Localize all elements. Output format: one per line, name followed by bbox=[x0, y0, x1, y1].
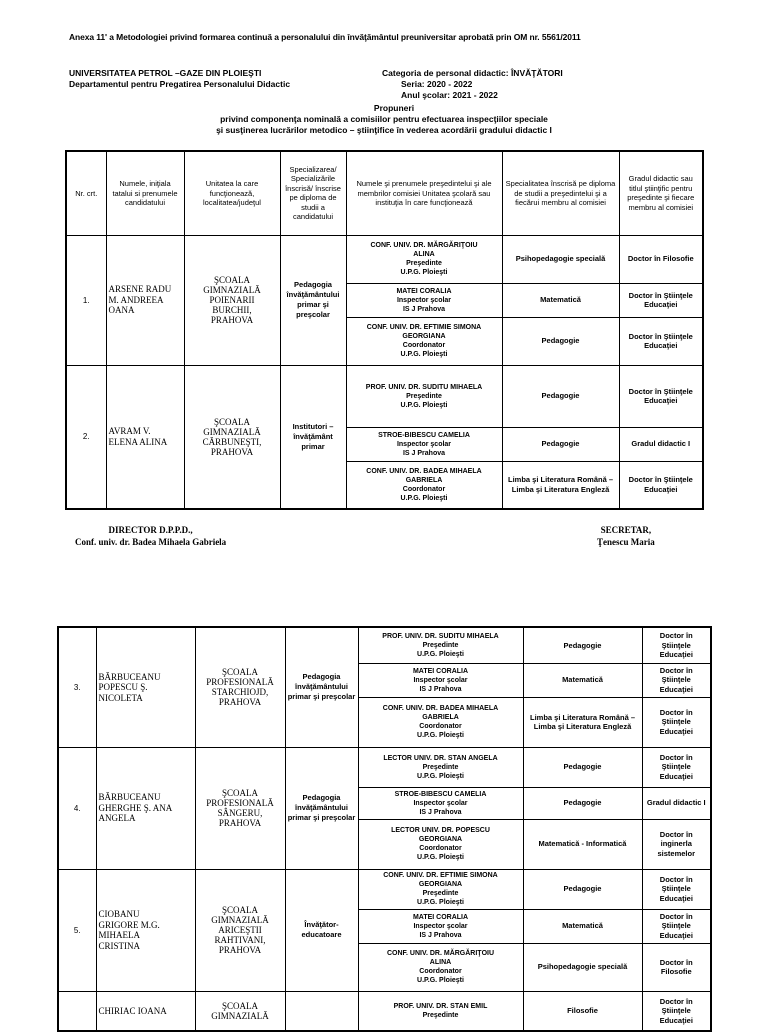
commission-table-1 bbox=[65, 150, 704, 510]
member-line: GABRIELA bbox=[405, 476, 443, 484]
candidate-name-line: GRIGORE M.G. bbox=[98, 919, 160, 930]
member-line: CONF. UNIV. DR. BADEA MIHAELA bbox=[366, 467, 482, 475]
candidate-school bbox=[195, 627, 285, 747]
col-header: Specialitatea înscrisă pe diploma de studii a preşedintelui şi a fiecărui membru al comisiei bbox=[502, 151, 619, 235]
candidate-school bbox=[195, 869, 285, 991]
member-grade: Doctor în Ştiinţele Educaţiei bbox=[619, 365, 703, 427]
member-line: ALINA bbox=[429, 959, 452, 966]
candidate-school-line: GIMNAZIALĂ bbox=[203, 285, 261, 295]
table-row bbox=[58, 627, 711, 663]
candidate-name-line: ELENA ALINA bbox=[108, 436, 168, 447]
candidate-school-line: SÂNGERU, bbox=[217, 808, 263, 818]
staff-category: Categoria de personal didactic: ÎNVĂŢĂTORI bbox=[382, 68, 563, 78]
member-line: IS J Prahova bbox=[419, 808, 462, 816]
candidate-school-line: PRAHOVA bbox=[218, 945, 262, 955]
member-grade: Doctor în Ştiinţele Educaţiei bbox=[642, 697, 711, 747]
candidate-number bbox=[58, 991, 96, 1031]
candidate-school-line: ŞCOALA bbox=[213, 416, 250, 427]
member-grade: Doctor în Ştiinţele Educaţiei bbox=[642, 991, 711, 1031]
title-line-2: şi susţinerea lucrărilor metodico – ştiinţifice în vederea acordării gradului didactic I bbox=[216, 125, 552, 135]
commission-member bbox=[358, 943, 523, 991]
candidate-name-line: AVRAM V. bbox=[108, 426, 151, 437]
candidate-name-line: NICOLETA bbox=[98, 692, 143, 703]
member-line: MATEI CORALIA bbox=[412, 913, 469, 921]
col-header: Nr. crt. bbox=[66, 151, 106, 235]
member-line: CONF. UNIV. DR. EFTIMIE SIMONA bbox=[366, 324, 482, 331]
member-grade: Gradul didactic I bbox=[619, 427, 703, 461]
member-line: GEORGIANA bbox=[418, 836, 463, 843]
member-line: MATEI CORALIA bbox=[396, 287, 452, 295]
commission-member bbox=[358, 787, 523, 819]
director-signature bbox=[75, 524, 226, 548]
member-line: STROE-BIBESCU CAMELIA bbox=[394, 790, 487, 798]
member-specialty: Matematică bbox=[502, 283, 619, 317]
candidate-name-line: ANGELA bbox=[98, 813, 136, 824]
member-line: Inspector şcolar bbox=[413, 799, 468, 807]
commission-member bbox=[358, 663, 523, 697]
commission-member bbox=[346, 283, 502, 317]
candidate-name-line: M. ANDREEA bbox=[108, 294, 164, 305]
member-line: GEORGIANA bbox=[402, 333, 446, 340]
member-grade: Doctor în Ştiinţele Educaţiei bbox=[642, 869, 711, 909]
member-specialty: Matematică bbox=[523, 663, 642, 697]
candidate-name bbox=[96, 747, 195, 869]
member-line: CONF. UNIV. DR. BADEA MIHAELA bbox=[382, 705, 499, 712]
member-line: U.P.G. Ploieşti bbox=[400, 494, 448, 502]
member-line: U.P.G. Ploieşti bbox=[417, 650, 464, 658]
candidate-name-line: CHIRIAC IOANA bbox=[98, 1005, 167, 1016]
member-line: IS J Prahova bbox=[419, 931, 462, 939]
candidate-specialization: Pedagogia învăţământului primar şi preşcolar bbox=[280, 235, 346, 365]
member-line: Preşedinte bbox=[422, 641, 459, 649]
candidate-name bbox=[106, 235, 184, 365]
member-specialty: Filosofie bbox=[523, 991, 642, 1031]
member-grade: Doctor în Ştiinţele Educaţiei bbox=[642, 663, 711, 697]
candidate-name bbox=[96, 869, 195, 991]
candidate-name-line: ARSENE RADU bbox=[108, 284, 172, 295]
commission-member bbox=[346, 427, 502, 461]
candidate-school-line: PRAHOVA bbox=[218, 818, 262, 828]
university-name: UNIVERSITATEA PETROL –GAZE DIN PLOIEŞTI bbox=[69, 68, 262, 78]
candidate-number: 1. bbox=[66, 235, 106, 365]
candidate-number: 4. bbox=[58, 747, 96, 869]
candidate-specialization: Pedagogia învăţământului primar şi preşcolar bbox=[285, 747, 358, 869]
member-line: PROF. UNIV. DR. SUDITU MIHAELA bbox=[382, 632, 499, 640]
candidate-specialization: Pedagogia învăţământului primar şi preşcolar bbox=[285, 627, 358, 747]
col-header: Specializarea/ Specializările înscrisă/ înscrise pe diploma de studii a candidatului bbox=[280, 151, 346, 235]
candidate-specialization: Institutori – învăţământ primar bbox=[280, 365, 346, 509]
commission-member bbox=[346, 317, 502, 365]
candidate-school-line: PRAHOVA bbox=[218, 697, 262, 708]
candidate-school-line: ŞCOALA bbox=[221, 667, 258, 678]
member-specialty: Limba şi Literatura Română – Limba şi Literatura Engleză bbox=[502, 461, 619, 509]
commission-member bbox=[346, 461, 502, 509]
secretary-title: SECRETAR, bbox=[600, 525, 652, 535]
col-header: Numele, iniţiala tatalui si prenumele candidatului bbox=[106, 151, 184, 235]
member-specialty: Pedagogie bbox=[502, 427, 619, 461]
member-line: LECTOR UNIV. DR. POPESCU bbox=[391, 827, 490, 834]
member-line: U.P.G. Ploieşti bbox=[400, 351, 448, 358]
commission-member bbox=[346, 365, 502, 427]
member-specialty: Psihopedagogie specială bbox=[502, 235, 619, 283]
member-line: Inspector şcolar bbox=[396, 296, 452, 304]
candidate-school-line: ŞCOALA bbox=[221, 788, 258, 798]
member-specialty: Pedagogie bbox=[523, 627, 642, 663]
member-specialty: Matematică bbox=[523, 909, 642, 943]
member-line: Preşedinte bbox=[422, 763, 459, 771]
member-specialty: Pedagogie bbox=[523, 869, 642, 909]
member-line: CONF. UNIV. DR. EFTIMIE SIMONA bbox=[383, 872, 498, 879]
table-row bbox=[58, 747, 711, 787]
candidate-school-line: PRAHOVA bbox=[210, 315, 254, 325]
table-row bbox=[58, 869, 711, 909]
table-row bbox=[58, 991, 711, 1031]
candidate-school-line: BURCHII, bbox=[212, 305, 252, 315]
candidate-school-line: ŞCOALA bbox=[221, 1000, 258, 1011]
member-line: Coordonator bbox=[402, 485, 446, 493]
candidate-school bbox=[184, 365, 280, 509]
category-block bbox=[382, 68, 563, 101]
candidate-specialization bbox=[285, 991, 358, 1031]
member-line: GABRIELA bbox=[422, 714, 459, 721]
member-line: Inspector şcolar bbox=[396, 440, 452, 448]
candidate-school-line: RAHTIVANI, bbox=[214, 935, 266, 945]
member-specialty: Pedagogie bbox=[502, 317, 619, 365]
candidate-name-line: BĂRBUCEANU bbox=[98, 792, 161, 803]
member-line: Preşedinte bbox=[406, 260, 442, 267]
commission-member bbox=[358, 909, 523, 943]
candidate-school-line: GIMNAZIALĂ bbox=[203, 426, 261, 437]
member-line: Coordonator bbox=[402, 342, 446, 349]
commission-member bbox=[358, 869, 523, 909]
candidate-school-line: GIMNAZIALĂ bbox=[211, 915, 269, 925]
table-row bbox=[66, 365, 703, 427]
member-specialty: Matematică - Informatică bbox=[523, 819, 642, 869]
member-line: STROE-BIBESCU CAMELIA bbox=[378, 431, 470, 439]
commission-member bbox=[358, 747, 523, 787]
table-header-row bbox=[66, 151, 703, 235]
document-title bbox=[0, 103, 768, 136]
candidate-school-line: GIMNAZIALĂ bbox=[211, 1010, 269, 1021]
member-grade: Doctor în Ştiinţele Educaţiei bbox=[619, 283, 703, 317]
candidate-name-line: CRISTINA bbox=[98, 940, 141, 951]
series: Seria: 2020 - 2022 bbox=[401, 79, 473, 89]
member-line: U.P.G. Ploieşti bbox=[417, 854, 464, 861]
school-year: Anul şcolar: 2021 - 2022 bbox=[401, 90, 498, 100]
candidate-name-line: CIOBANU bbox=[98, 909, 140, 919]
candidate-school-line: ŞCOALA bbox=[221, 905, 258, 915]
member-specialty: Psihopedagogie specială bbox=[523, 943, 642, 991]
member-line: IS J Prahova bbox=[402, 449, 446, 457]
member-line: U.P.G. Ploieşti bbox=[400, 269, 448, 276]
candidate-name bbox=[96, 991, 195, 1031]
member-grade: Gradul didactic I bbox=[642, 787, 711, 819]
candidate-number: 3. bbox=[58, 627, 96, 747]
member-line: ALINA bbox=[413, 251, 435, 258]
member-line: Preşedinte bbox=[406, 392, 442, 400]
member-grade: Doctor în inginerla sistemelor bbox=[642, 819, 711, 869]
candidate-name bbox=[96, 627, 195, 747]
candidate-name bbox=[106, 365, 184, 509]
commission-table-2 bbox=[57, 626, 712, 1032]
member-line: Preşedinte bbox=[422, 890, 459, 897]
commission-member bbox=[346, 235, 502, 283]
candidate-school-line: ŞCOALA bbox=[213, 275, 250, 285]
annex-reference: Anexa 11' a Metodologiei privind formarea continuă a personalului din învăţământul preuniversitar aprobată prin OM nr. 5561/2011 bbox=[69, 32, 581, 42]
candidate-school-line: PROFESIONALĂ bbox=[206, 677, 274, 688]
title-proposals: Propuneri bbox=[373, 103, 415, 113]
commission-member bbox=[358, 991, 523, 1031]
candidate-name-line: OANA bbox=[108, 305, 135, 316]
member-grade: Doctor în Filosofie bbox=[642, 943, 711, 991]
member-specialty: Limba şi Literatura Română – Limba şi Literatura Engleză bbox=[523, 697, 642, 747]
member-line: CONF. UNIV. DR. MĂRGĂRIŢOIU bbox=[370, 242, 478, 249]
member-line: CONF. UNIV. DR. MĂRGĂRIŢOIU bbox=[386, 950, 495, 957]
candidate-number: 5. bbox=[58, 869, 96, 991]
member-specialty: Pedagogie bbox=[502, 365, 619, 427]
secretary-signature bbox=[597, 524, 655, 548]
director-name: Conf. univ. dr. Badea Mihaela Gabriela bbox=[75, 537, 227, 547]
member-grade: Doctor în Ştiinţele Educaţiei bbox=[619, 461, 703, 509]
member-line: Coordonator bbox=[419, 968, 462, 975]
member-specialty: Pedagogie bbox=[523, 787, 642, 819]
member-line: Coordonator bbox=[419, 845, 462, 852]
candidate-school-line: ARICEŞTII bbox=[218, 925, 262, 935]
member-grade: Doctor în Ştiinţele Educaţiei bbox=[642, 627, 711, 663]
candidate-name-line: BĂRBUCEANU bbox=[98, 671, 161, 682]
member-line: Inspector şcolar bbox=[413, 676, 468, 684]
col-header: Numele şi prenumele preşedintelui şi ale membrilor comisiei Unitatea şcolară sau instituţia în care funcţionează bbox=[346, 151, 502, 235]
department-name: Departamentul pentru Pregatirea Personalului Didactic bbox=[69, 79, 291, 89]
member-line: Preşedinte bbox=[422, 1011, 459, 1019]
member-specialty: Pedagogie bbox=[523, 747, 642, 787]
candidate-school-line: PRAHOVA bbox=[210, 446, 254, 457]
candidate-school-line: STARCHIOJD, bbox=[211, 687, 269, 698]
member-grade: Doctor în Filosofie bbox=[619, 235, 703, 283]
institution-block bbox=[69, 68, 290, 90]
col-header: Unitatea la care funcţionează, localitatea/judeţul bbox=[184, 151, 280, 235]
commission-member bbox=[358, 697, 523, 747]
candidate-name-line: POPESCU Ş. bbox=[98, 682, 148, 692]
member-line: U.P.G. Ploieşti bbox=[417, 977, 464, 984]
member-line: U.P.G. Ploieşti bbox=[417, 772, 464, 780]
member-grade: Doctor în Ştiinţele Educaţiei bbox=[642, 909, 711, 943]
col-header: Gradul didactic sau titlul ştiinţific pentru preşedinte şi fiecare membru al comisiei bbox=[619, 151, 703, 235]
secretary-name: Ţenescu Maria bbox=[597, 537, 655, 547]
member-line: IS J Prahova bbox=[419, 685, 462, 693]
member-line: Inspector şcolar bbox=[413, 922, 468, 930]
member-line: PROF. UNIV. DR. STAN EMIL bbox=[393, 1002, 488, 1010]
candidate-school bbox=[195, 747, 285, 869]
member-line: U.P.G. Ploieşti bbox=[417, 732, 464, 739]
member-line: PROF. UNIV. DR. SUDITU MIHAELA bbox=[365, 383, 483, 391]
candidate-number: 2. bbox=[66, 365, 106, 509]
member-line: LECTOR UNIV. DR. STAN ANGELA bbox=[383, 754, 498, 762]
candidate-name-line: GHERGHE Ş. ANA bbox=[98, 802, 173, 813]
member-grade: Doctor în Ştiinţele Educaţiei bbox=[619, 317, 703, 365]
member-line: MATEI CORALIA bbox=[412, 667, 469, 675]
candidate-school bbox=[195, 991, 285, 1031]
candidate-school-line: PROFESIONALĂ bbox=[206, 798, 274, 808]
member-line: IS J Prahova bbox=[402, 305, 446, 313]
member-grade: Doctor în Ştiinţele Educaţiei bbox=[642, 747, 711, 787]
commission-member bbox=[358, 819, 523, 869]
member-line: U.P.G. Ploieşti bbox=[417, 899, 464, 906]
candidate-name-line: MIHAELA bbox=[98, 930, 140, 940]
member-line: GEORGIANA bbox=[418, 881, 463, 888]
member-line: U.P.G. Ploieşti bbox=[400, 401, 448, 409]
director-title: DIRECTOR D.P.P.D., bbox=[108, 525, 193, 535]
commission-member bbox=[358, 627, 523, 663]
candidate-school-line: CĂRBUNEŞTI, bbox=[202, 436, 262, 447]
candidate-specialization: Învăţător-educatoare bbox=[285, 869, 358, 991]
title-line-1: privind componenţa nominală a comisiilor pentru efectuarea inspecţiilor speciale bbox=[220, 114, 548, 124]
member-line: Coordonator bbox=[419, 723, 462, 730]
candidate-school bbox=[184, 235, 280, 365]
candidate-school-line: POIENARII bbox=[209, 295, 255, 305]
table-row bbox=[66, 235, 703, 283]
